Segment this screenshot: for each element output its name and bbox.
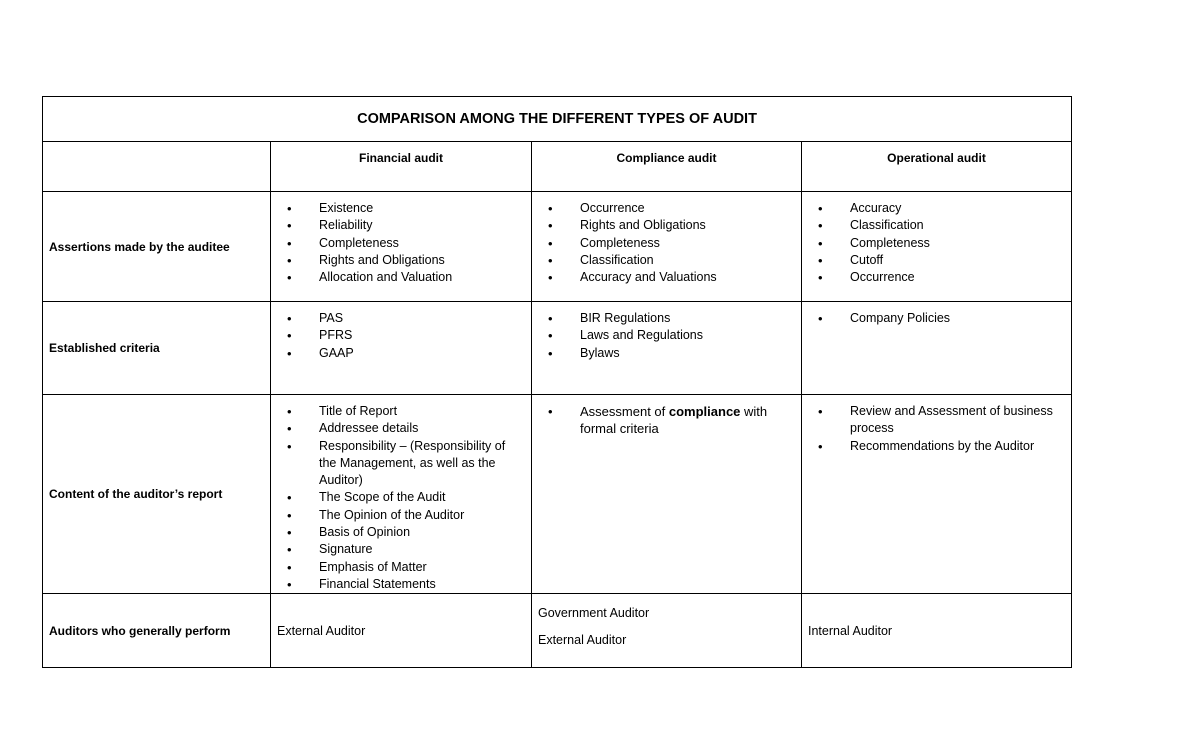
list-item: • Addressee details bbox=[287, 420, 523, 437]
list-item: • Recommendations by the Auditor bbox=[818, 438, 1063, 455]
assertions-financial-list bbox=[271, 200, 531, 286]
header-financial-audit: Financial audit bbox=[271, 142, 532, 192]
list-item: • Financial Statements bbox=[287, 576, 523, 593]
list-item: • BIR Regulations bbox=[548, 310, 793, 327]
report-operational-cell bbox=[802, 395, 1072, 594]
criteria-compliance-cell bbox=[532, 302, 802, 395]
report-financial-list bbox=[271, 403, 531, 593]
report-compliance-text-after: with formal criteria bbox=[580, 404, 768, 437]
criteria-operational-cell bbox=[802, 302, 1072, 395]
auditors-compliance-cell bbox=[532, 594, 802, 668]
list-item: • Occurrence bbox=[548, 200, 793, 217]
report-financial-cell bbox=[271, 395, 532, 594]
list-item: • Review and Assessment of business process bbox=[818, 403, 1063, 438]
report-compliance-text-bold: compliance bbox=[668, 404, 741, 419]
list-item: • Completeness bbox=[287, 235, 523, 252]
list-item bbox=[548, 403, 793, 438]
assertions-operational-list bbox=[802, 200, 1071, 286]
report-compliance-cell bbox=[532, 395, 802, 594]
list-item: • Emphasis of Matter bbox=[287, 559, 523, 576]
row-label-report: Content of the auditor’s report bbox=[43, 395, 271, 594]
assertions-financial-cell bbox=[271, 192, 532, 302]
header-row bbox=[43, 142, 1072, 192]
auditors-compliance-list bbox=[532, 594, 801, 649]
list-item: • Occurrence bbox=[818, 269, 1063, 286]
row-label-criteria: Established criteria bbox=[43, 302, 271, 395]
criteria-operational-list bbox=[802, 310, 1071, 327]
list-item: • Basis of Opinion bbox=[287, 524, 523, 541]
list-item: • Rights and Obligations bbox=[548, 217, 793, 234]
list-item: • PFRS bbox=[287, 327, 523, 344]
list-item: • Accuracy bbox=[818, 200, 1063, 217]
header-operational-audit: Operational audit bbox=[802, 142, 1072, 192]
list-item: • Rights and Obligations bbox=[287, 252, 523, 269]
list-item: • Completeness bbox=[548, 235, 793, 252]
list-item: • Allocation and Valuation bbox=[287, 269, 523, 286]
list-item: • Responsibility – (Responsibility of the Management, as well as the Auditor) bbox=[287, 438, 523, 490]
list-item: • PAS bbox=[287, 310, 523, 327]
assertions-compliance-cell bbox=[532, 192, 802, 302]
criteria-financial-list bbox=[271, 310, 531, 362]
list-item: • Accuracy and Valuations bbox=[548, 269, 793, 286]
list-item: • Title of Report bbox=[287, 403, 523, 420]
list-item: • Classification bbox=[548, 252, 793, 269]
assertions-operational-cell bbox=[802, 192, 1072, 302]
criteria-compliance-list bbox=[532, 310, 801, 362]
report-operational-list bbox=[802, 403, 1071, 455]
row-report bbox=[43, 395, 1072, 594]
row-label-auditors: Auditors who generally perform bbox=[43, 594, 271, 668]
header-compliance-audit: Compliance audit bbox=[532, 142, 802, 192]
list-item: • Existence bbox=[287, 200, 523, 217]
criteria-financial-cell bbox=[271, 302, 532, 395]
list-item: • Bylaws bbox=[548, 345, 793, 362]
auditor-entry: Government Auditor bbox=[538, 606, 650, 621]
auditors-financial-cell: External Auditor bbox=[271, 594, 532, 668]
auditors-operational-cell: Internal Auditor bbox=[802, 594, 1072, 668]
list-item: • GAAP bbox=[287, 345, 523, 362]
title-row bbox=[43, 97, 1072, 142]
header-blank-cell bbox=[43, 142, 271, 192]
table-title: COMPARISON AMONG THE DIFFERENT TYPES OF AUDIT bbox=[43, 97, 1072, 142]
report-compliance-text-before: Assessment of bbox=[580, 404, 669, 419]
auditor-entry: External Auditor bbox=[538, 633, 627, 648]
list-item: • The Opinion of the Auditor bbox=[287, 507, 523, 524]
list-item: • Completeness bbox=[818, 235, 1063, 252]
list-item: • Classification bbox=[818, 217, 1063, 234]
row-auditors bbox=[43, 594, 1072, 668]
list-item: • Laws and Regulations bbox=[548, 327, 793, 344]
comparison-table bbox=[42, 96, 1072, 668]
assertions-compliance-list bbox=[532, 200, 801, 286]
list-item: • Company Policies bbox=[818, 310, 1063, 327]
list-item: • Reliability bbox=[287, 217, 523, 234]
list-item: • Cutoff bbox=[818, 252, 1063, 269]
list-item: • Signature bbox=[287, 541, 523, 558]
row-assertions bbox=[43, 192, 1072, 302]
report-compliance-list bbox=[532, 403, 801, 438]
row-label-assertions: Assertions made by the auditee bbox=[43, 192, 271, 302]
row-criteria bbox=[43, 302, 1072, 395]
list-item: • The Scope of the Audit bbox=[287, 489, 523, 506]
